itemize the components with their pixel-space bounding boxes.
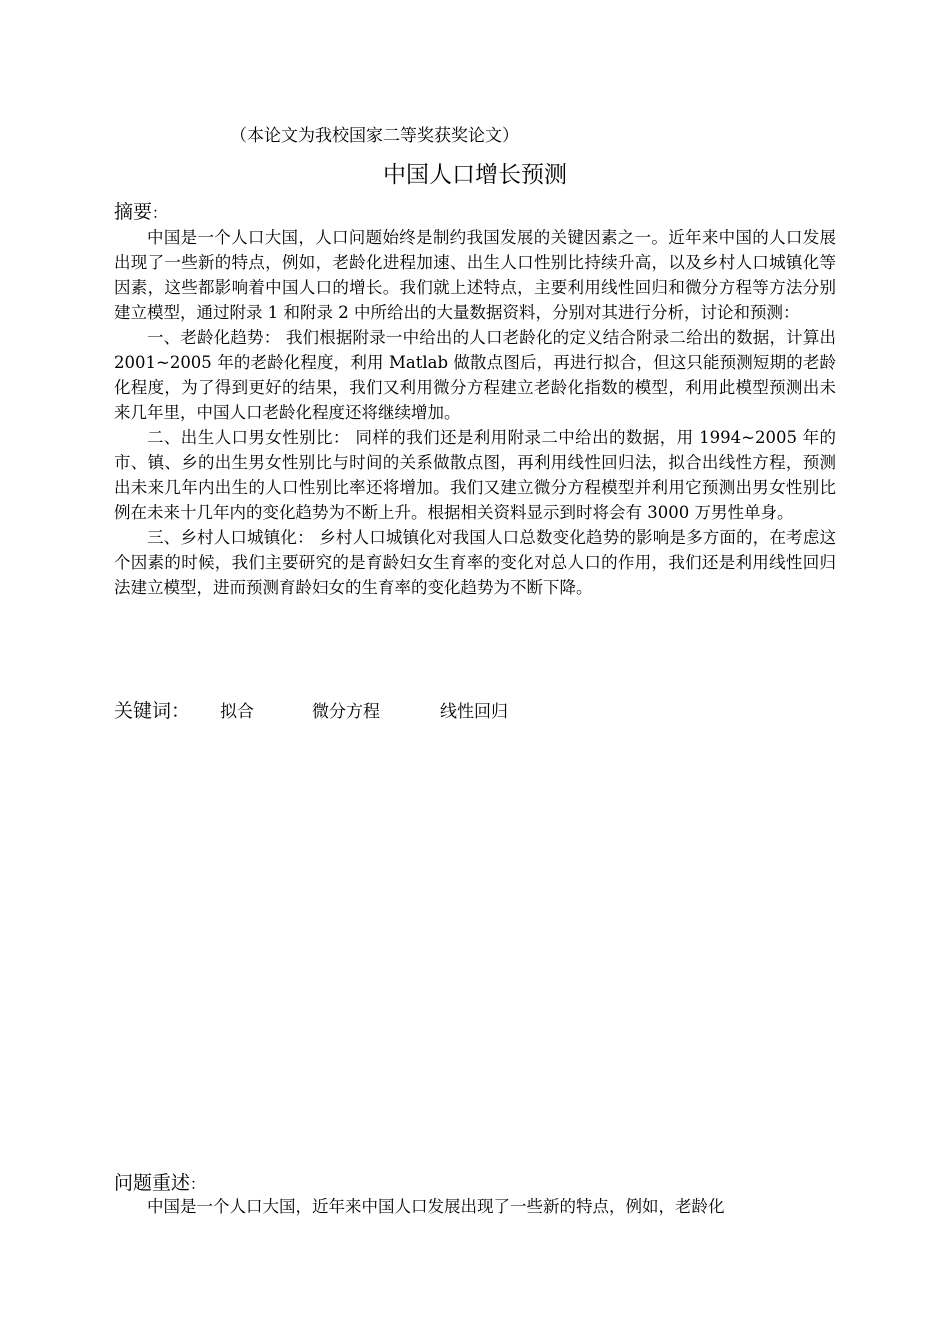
problem-first-line: 中国是一个人口大国，近年来中国人口发展出现了一些新的特点，例如，老龄化 [147, 1197, 725, 1216]
problem-heading [114, 1170, 205, 1197]
abstract-paragraph-aging: 一、老龄化趋势： 我们根据附录一中给出的人口老龄化的定义结合附录二给出的数据，计算出 2001~2005 年的老龄化程度，利用 Matlab 做散点图后，再进行拟合，但这只能预测短期的老龄化程度，为了得到更好的结果，我们又利用微分方程建立老龄化指数的模型，利用此模型预测出未来几年里，中国人口老龄化程度还将继续增加。 [114, 328, 836, 422]
problem-heading-colon: ： [190, 1175, 206, 1193]
abstract-heading [114, 199, 167, 226]
keyword-item: 拟合 [220, 702, 254, 722]
award-note: （本论文为我校国家二等奖获奖论文） [230, 126, 519, 146]
keyword-item: 微分方程 [312, 702, 380, 722]
keyword-item: 线性回归 [440, 702, 508, 722]
keywords-label-colon: ： [171, 700, 191, 722]
abstract-paragraph-intro: 中国是一个人口大国，人口问题始终是制约我国发展的关键因素之一。近年来中国的人口发展出现了一些新的特点，例如，老龄化进程加速、出生人口性别比持续升高，以及乡村人口城镇化等因素，这些都影响着中国人口的增长。我们就上述特点，主要利用线性回归和微分方程等方法分别建立模型，通过附录 1 和附录 2 中所给出的大量数据资料，分别对其进行分析，讨论和预测： [114, 228, 836, 322]
abstract-paragraph-sex-ratio: 二、出生人口男女性别比： 同样的我们还是利用附录二中给出的数据，用 1994~2005 年的市、镇、乡的出生男女性别比与时间的关系做散点图，再利用线性回归法，拟合出线性方程，预测出未来几年内出生的人口性别比率还将增加。我们又建立微分方程模型并利用它预测出男女性别比例在未来十几年内的变化趋势为不断上升。根据相关资料显示到时将会有 3000 万男性单身。 [114, 428, 836, 522]
abstract-heading-text: 摘要 [114, 201, 153, 223]
keywords-label [114, 697, 220, 725]
keywords-label-text: 关键词 [114, 700, 172, 722]
paper-title: 中国人口增长预测 [383, 162, 567, 188]
problem-body [114, 1194, 836, 1219]
abstract-heading-colon: ： [152, 204, 168, 222]
abstract-paragraph-urbanization: 三、乡村人口城镇化： 乡村人口城镇化对我国人口总数变化趋势的影响是多方面的，在考虑这个因素的时候，我们主要研究的是育龄妇女生育率的变化对总人口的作用，我们还是利用线性回归法建立模型，进而预测育龄妇女的生育率的变化趋势为不断下降。 [114, 528, 836, 597]
abstract-body [114, 225, 836, 600]
problem-heading-text: 问题重述 [114, 1172, 191, 1194]
keywords-line [114, 697, 508, 726]
